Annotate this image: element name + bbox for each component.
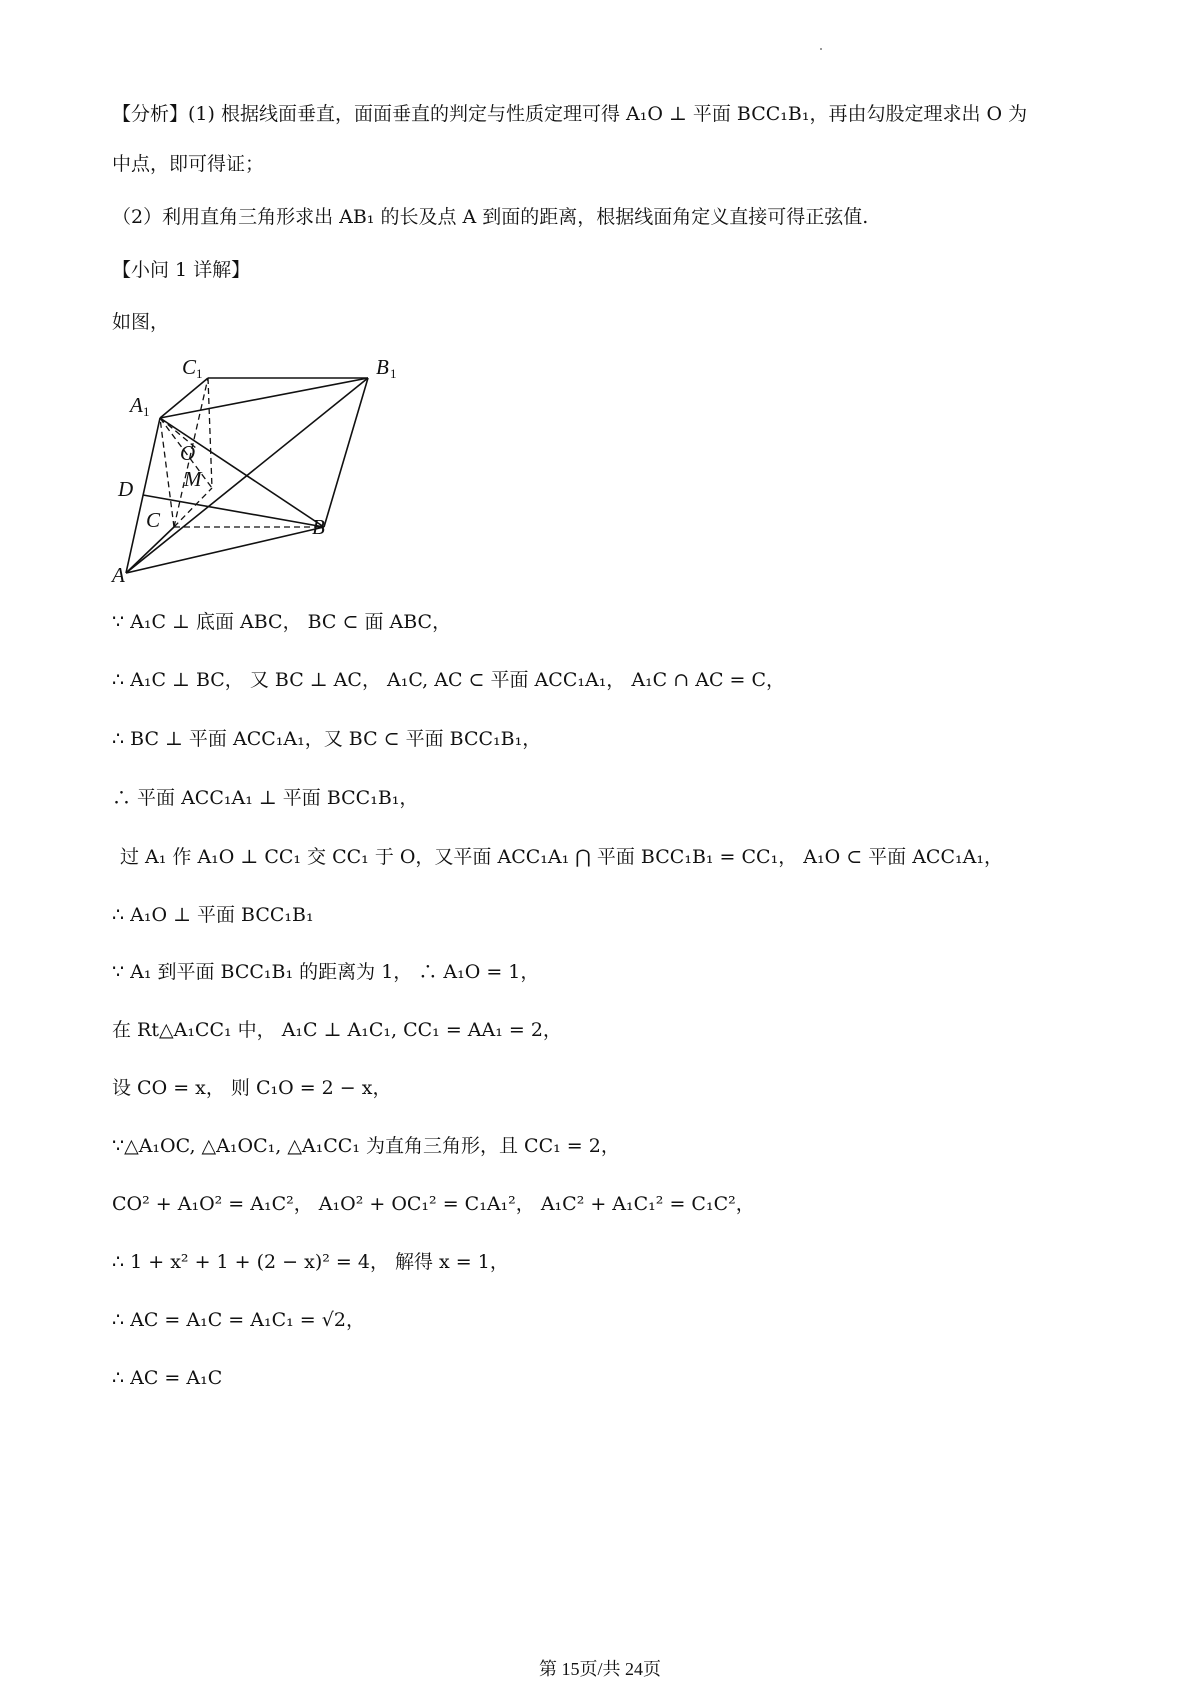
label-D: D: [118, 477, 134, 501]
proof-line-9: 设 CO = x， 则 C₁O = 2 − x，: [112, 1077, 392, 1099]
label-A1: A: [130, 393, 143, 417]
label-B1: B: [376, 355, 389, 379]
proof-line-3: ∴ BC ⊥ 平面 ACC₁A₁，又 BC ⊂ 平面 BCC₁B₁，: [112, 728, 542, 750]
proof-line-5: 过 A₁ 作 A₁O ⊥ CC₁ 交 CC₁ 于 O，又平面 ACC₁A₁ ⋂ 平面 BCC₁B₁ = CC₁， A₁O ⊂ 平面 ACC₁A₁，: [120, 846, 1003, 868]
figure-intro: 如图，: [112, 311, 170, 333]
proof-line-1: ∵ A₁C ⊥ 底面 ABC， BC ⊂ 面 ABC，: [112, 611, 452, 633]
proof-line-2: ∴ A₁C ⊥ BC， 又 BC ⊥ AC， A₁C, AC ⊂ 平面 ACC₁A₁， A₁C ∩ AC = C，: [112, 669, 786, 691]
proof-line-7: ∵ A₁ 到平面 BCC₁B₁ 的距离为 1， ∴ A₁O = 1，: [112, 961, 540, 983]
label-B1-sub: 1: [390, 366, 397, 381]
proof-line-12: ∴ 1 + x² + 1 + (2 − x)² = 4， 解得 x = 1，: [112, 1251, 509, 1273]
subquestion-1-heading: 【小问 1 详解】: [112, 259, 251, 281]
label-A: A: [112, 563, 125, 587]
proof-line-6: ∴ A₁O ⊥ 平面 BCC₁B₁: [112, 904, 314, 926]
proof-line-11: CO² + A₁O² = A₁C²， A₁O² + OC₁² = C₁A₁²， A₁C² + A₁C₁² = C₁C²，: [112, 1193, 755, 1215]
proof-line-4: ∴ 平面 ACC₁A₁ ⊥ 平面 BCC₁B₁，: [112, 787, 419, 809]
analysis-line-3: （2）利用直角三角形求出 AB₁ 的长及点 A 到面的距离，根据线面角定义直接可得正弦值.: [112, 206, 869, 228]
label-A1-sub: 1: [143, 404, 150, 419]
geometry-figure: [112, 355, 402, 635]
proof-line-10: ∵△A₁OC, △A₁OC₁, △A₁CC₁ 为直角三角形，且 CC₁ = 2，: [112, 1135, 620, 1157]
edge-B1B: [324, 378, 368, 527]
analysis-line-2: 中点，即可得证；: [112, 153, 265, 175]
proof-line-13: ∴ AC = A₁C = A₁C₁ = √2，: [112, 1309, 365, 1331]
edge-AC: [126, 527, 174, 573]
proof-line-8: 在 Rt△A₁CC₁ 中， A₁C ⊥ A₁C₁, CC₁ = AA₁ = 2，: [112, 1019, 562, 1041]
label-C: C: [146, 508, 161, 532]
label-B: B: [312, 515, 325, 539]
edge-DB: [143, 495, 324, 527]
proof-line-14: ∴ AC = A₁C: [112, 1367, 223, 1389]
analysis-line-1: 【分析】(1) 根据线面垂直，面面垂直的判定与性质定理可得 A₁O ⊥ 平面 BCC₁B₁，再由勾股定理求出 O 为: [112, 103, 1028, 125]
edge-C1A1: [160, 378, 208, 418]
dashed-C1M: [208, 378, 212, 488]
label-C1-sub: 1: [196, 366, 203, 381]
edge-AB1: [126, 378, 368, 573]
label-M: M: [184, 467, 202, 491]
label-C1: C: [182, 355, 197, 379]
edge-A1B1: [160, 378, 368, 418]
page-footer: 第 15页/共 24页: [538, 1659, 661, 1679]
scan-speck: [820, 48, 822, 50]
label-O: O: [180, 441, 196, 465]
